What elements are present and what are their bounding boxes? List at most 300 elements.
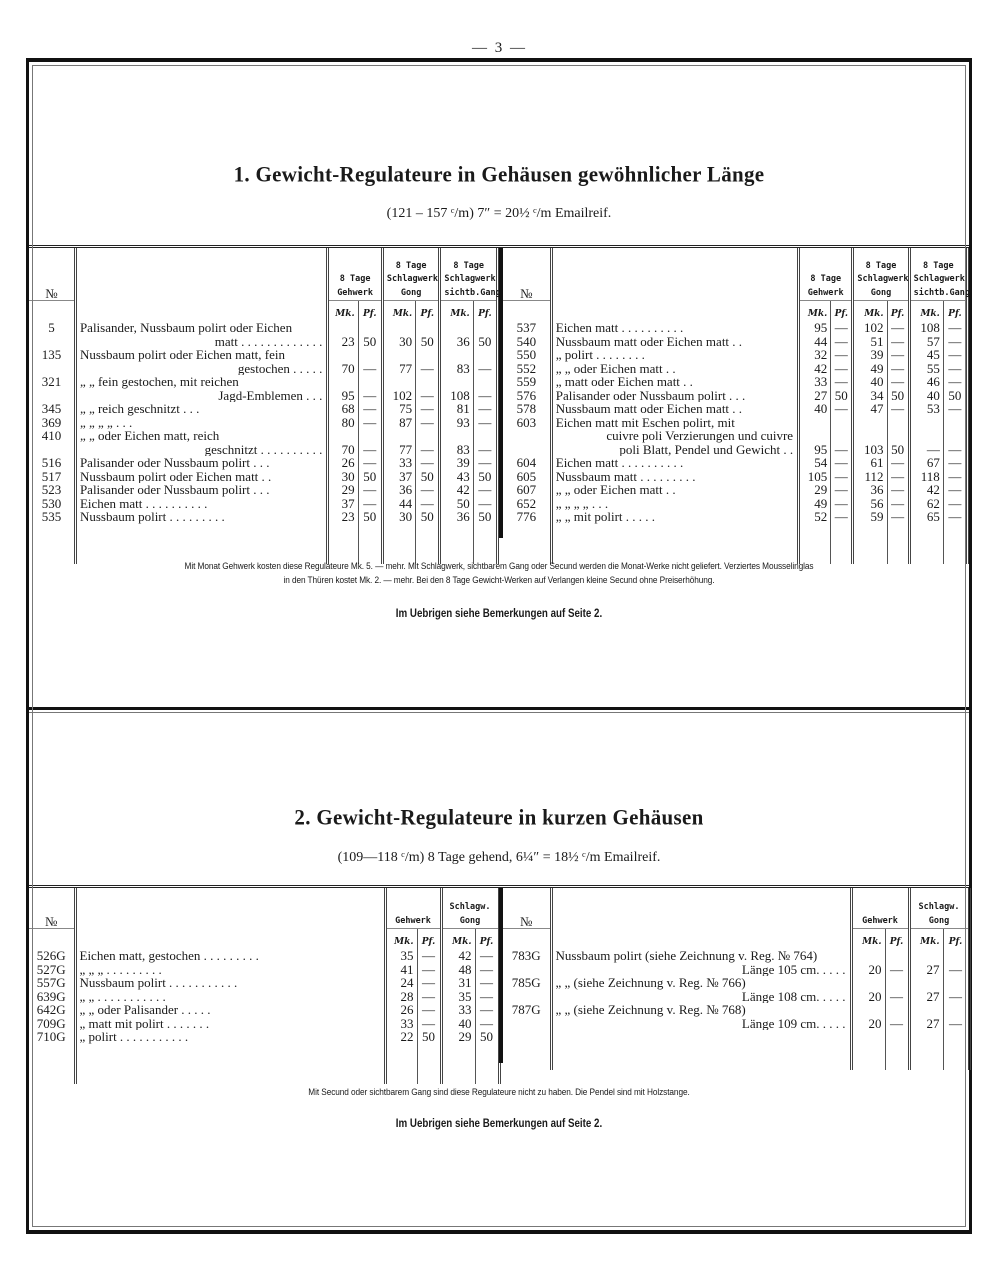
price-pfennig: — [473, 389, 497, 403]
price-pfennig: — [417, 990, 441, 1004]
price-marks: 43 [440, 470, 473, 484]
table-row [29, 976, 499, 990]
filler-cell [551, 1030, 851, 1070]
price-marks: 75 [382, 402, 415, 416]
price-marks: 51 [853, 335, 887, 349]
item-description: Eichen matt mit Eschen polirt, mit [551, 416, 798, 430]
price-pfennig: — [473, 402, 497, 416]
section-2 [29, 710, 969, 1230]
price-pfennig: — [887, 497, 909, 511]
table-row [503, 976, 969, 990]
price-pfennig: — [416, 456, 440, 470]
item-description: „ polirt . . . . . . . . [551, 348, 798, 362]
price-marks: 108 [440, 389, 473, 403]
price-cell-empty [909, 524, 943, 564]
price-marks: 108 [909, 321, 943, 335]
price-pfennig: — [943, 990, 969, 1004]
table-row [503, 990, 969, 1004]
price-cell-empty [943, 976, 969, 990]
sub-header-pf: Pf. [831, 301, 853, 322]
price-marks: 62 [909, 497, 943, 511]
price-marks: 42 [440, 483, 473, 497]
price-pfennig: — [831, 402, 853, 416]
price-marks: 95 [799, 321, 831, 335]
price-cell-empty [885, 949, 909, 963]
item-description: Nussbaum matt oder Eichen matt . . [551, 402, 798, 416]
price-cell-empty [328, 429, 358, 443]
price-pfennig: — [416, 483, 440, 497]
price-marks: 93 [440, 416, 473, 430]
price-pfennig: 50 [831, 389, 853, 403]
price-marks: 56 [853, 497, 887, 511]
note-line: in den Thüren kostet Mk. 2. — mehr. Bei den 8 Tage Gewicht-Werken auf Verlangen kleine Secund ohne Preiserhöhung. [283, 575, 715, 585]
price-table [29, 888, 501, 1084]
price-cell-empty [943, 524, 967, 564]
sub-header-mk: Mk. [909, 301, 943, 322]
price-pfennig: — [943, 348, 967, 362]
item-number-empty [29, 389, 75, 403]
col-header-schlagwerk-gong: 8 Tage Schlagwerk Gong [382, 248, 440, 301]
price-pfennig: — [358, 483, 382, 497]
item-number: 550 [503, 348, 551, 362]
price-pfennig: — [358, 456, 382, 470]
table-row [29, 510, 498, 524]
price-cell-empty [943, 1030, 969, 1070]
page-number: — 3 — [472, 40, 527, 56]
item-number: 652 [503, 497, 551, 511]
price-marks: 36 [440, 510, 473, 524]
table-row [29, 362, 498, 376]
item-description: Eichen matt, gestochen . . . . . . . . . [75, 949, 385, 963]
price-marks: 83 [440, 443, 473, 457]
price-marks: 30 [382, 335, 415, 349]
price-marks: 26 [328, 456, 358, 470]
price-pfennig: — [943, 963, 969, 977]
price-marks: 57 [909, 335, 943, 349]
price-marks: 118 [909, 470, 943, 484]
price-cell-empty [909, 949, 943, 963]
price-marks: 81 [440, 402, 473, 416]
table-row [503, 470, 968, 484]
price-marks: 33 [441, 1003, 475, 1017]
price-pfennig: — [943, 1017, 969, 1031]
price-marks: 37 [328, 497, 358, 511]
table-row [29, 949, 499, 963]
price-marks: 80 [328, 416, 358, 430]
item-description: Nussbaum polirt (siehe Zeichnung v. Reg. № 764) [551, 949, 851, 963]
item-description: Nussbaum matt . . . . . . . . . [551, 470, 798, 484]
price-marks: 65 [909, 510, 943, 524]
item-description: matt . . . . . . . . . . . . . [75, 335, 327, 349]
col-header-gehwerk: Gehwerk [851, 888, 909, 929]
item-number: 605 [503, 470, 551, 484]
item-number: 552 [503, 362, 551, 376]
price-marks: 36 [853, 483, 887, 497]
price-pfennig: — [943, 443, 967, 457]
price-marks: 83 [440, 362, 473, 376]
price-pfennig: — [416, 402, 440, 416]
price-pfennig: — [417, 963, 441, 977]
price-cell-empty [887, 429, 909, 443]
price-pfennig: — [416, 416, 440, 430]
sub-header-pf: Pf. [416, 301, 440, 322]
item-description: Nussbaum matt oder Eichen matt . . [551, 335, 798, 349]
section-2-note [67, 1085, 932, 1099]
price-pfennig: — [831, 510, 853, 524]
item-number: 345 [29, 402, 75, 416]
price-pfennig: — [417, 1017, 441, 1031]
price-marks: 40 [799, 402, 831, 416]
price-cell-empty [831, 429, 853, 443]
sub-header-pf: Pf. [417, 929, 441, 950]
price-pfennig: — [831, 321, 853, 335]
table-row [29, 470, 498, 484]
item-number: 776 [503, 510, 551, 524]
table-row [29, 389, 498, 403]
price-pfennig: — [473, 483, 497, 497]
table-row [29, 990, 499, 1004]
sub-header-mk: Mk. [441, 929, 475, 950]
item-description: „ „ oder Eichen matt, reich [75, 429, 327, 443]
table-filler-row [503, 524, 968, 564]
price-marks: 103 [853, 443, 887, 457]
table-row [503, 1003, 969, 1017]
item-description: „ „ (siehe Zeichnung v. Reg. № 766) [551, 976, 851, 990]
col-header-schlagwerk-gong: Schlagw. Gong [441, 888, 499, 929]
section-1-note [67, 559, 932, 587]
price-marks: 55 [909, 362, 943, 376]
price-pfennig: — [887, 321, 909, 335]
price-cell-empty [417, 1044, 441, 1084]
price-cell-empty [831, 416, 853, 430]
filler-cell [75, 524, 327, 564]
price-cell-empty [328, 321, 358, 335]
price-cell-empty [440, 524, 473, 564]
price-marks: 35 [441, 990, 475, 1004]
price-marks: 50 [440, 497, 473, 511]
filler-cell [29, 1044, 75, 1084]
price-pfennig: — [475, 1003, 499, 1017]
table-row [29, 963, 499, 977]
filler-cell [551, 524, 798, 564]
sub-header-pf: Pf. [943, 301, 967, 322]
price-pfennig: 50 [358, 510, 382, 524]
item-number: 537 [503, 321, 551, 335]
price-marks: 42 [909, 483, 943, 497]
table-row [29, 335, 498, 349]
item-number: 709G [29, 1017, 75, 1031]
price-marks: 87 [382, 416, 415, 430]
item-number: 576 [503, 389, 551, 403]
item-number: 783G [503, 949, 551, 963]
table-row [29, 429, 498, 443]
item-number-empty [503, 443, 551, 457]
sub-header-mk: Mk. [853, 301, 887, 322]
col-header-number: № [503, 888, 551, 929]
price-marks: 44 [382, 497, 415, 511]
price-pfennig: 50 [358, 335, 382, 349]
price-marks: 36 [382, 483, 415, 497]
item-number-empty [503, 963, 551, 977]
section-2-right-table [499, 888, 969, 1063]
item-number: 527G [29, 963, 75, 977]
price-cell-empty [473, 348, 497, 362]
price-pfennig: — [887, 470, 909, 484]
price-pfennig: — [885, 963, 909, 977]
price-cell-empty [887, 524, 909, 564]
price-pfennig: — [417, 976, 441, 990]
col-header-schlagwerk-sichtb-gang: 8 Tage Schlagwerk sichtb.Gang [909, 248, 967, 301]
price-marks: 31 [441, 976, 475, 990]
price-marks: 29 [441, 1030, 475, 1044]
price-pfennig: — [473, 497, 497, 511]
price-pfennig: — [416, 497, 440, 511]
price-marks: 48 [441, 963, 475, 977]
price-cell-empty [382, 375, 415, 389]
price-cell-empty [943, 416, 967, 430]
col-header-gehwerk: 8 Tage Gehwerk [799, 248, 853, 301]
price-pfennig: — [943, 362, 967, 376]
price-marks: 41 [385, 963, 417, 977]
price-marks: 47 [853, 402, 887, 416]
sub-header-pf: Pf. [887, 301, 909, 322]
price-marks: 59 [853, 510, 887, 524]
price-marks: 112 [853, 470, 887, 484]
table-filler-row [29, 1044, 499, 1084]
price-marks: 42 [441, 949, 475, 963]
price-pfennig: 50 [943, 389, 967, 403]
col-header-schlagwerk-gong: 8 Tage Schlagwerk Gong [853, 248, 909, 301]
item-description: Palisander, Nussbaum polirt oder Eichen [75, 321, 327, 335]
item-number: 535 [29, 510, 75, 524]
price-pfennig: — [831, 497, 853, 511]
price-pfennig: — [475, 990, 499, 1004]
section-1-left-table [29, 248, 499, 538]
price-cell-empty [358, 524, 382, 564]
table-row [503, 375, 968, 389]
sub-header-mk: Mk. [385, 929, 417, 950]
item-description: Palisander oder Nussbaum polirt . . . [75, 483, 327, 497]
item-description: Länge 109 cm. . . . . [551, 1017, 851, 1031]
price-cell-empty [909, 416, 943, 430]
price-pfennig: — [475, 963, 499, 977]
price-pfennig: 50 [887, 443, 909, 457]
price-marks: 29 [328, 483, 358, 497]
price-cell-empty [799, 524, 831, 564]
price-pfennig: — [358, 362, 382, 376]
item-number: 785G [503, 976, 551, 990]
price-marks: 32 [799, 348, 831, 362]
price-marks: 68 [328, 402, 358, 416]
table-row [503, 456, 968, 470]
item-description: „ „ fein gestochen, mit reichen [75, 375, 327, 389]
price-pfennig: — [831, 483, 853, 497]
item-description: poli Blatt, Pendel und Gewicht . . [551, 443, 798, 457]
item-number: 710G [29, 1030, 75, 1044]
price-cell-empty [885, 976, 909, 990]
table-row [503, 389, 968, 403]
price-cell-empty [799, 429, 831, 443]
price-marks: 49 [799, 497, 831, 511]
price-cell-empty [943, 1003, 969, 1017]
price-cell-empty [909, 1030, 943, 1070]
price-cell-empty [909, 429, 943, 443]
price-cell-empty [851, 976, 885, 990]
price-marks: 95 [799, 443, 831, 457]
price-marks: 26 [385, 1003, 417, 1017]
table-row [503, 348, 968, 362]
table-row [503, 362, 968, 376]
price-cell-empty [885, 1030, 909, 1070]
item-number: 526G [29, 949, 75, 963]
price-cell-empty [885, 1003, 909, 1017]
price-pfennig: — [358, 443, 382, 457]
price-cell-empty [473, 524, 497, 564]
sub-header-pf: Pf. [885, 929, 909, 950]
item-description: geschnitzt . . . . . . . . . . [75, 443, 327, 457]
price-marks: 36 [440, 335, 473, 349]
section-1-price-table [29, 245, 969, 538]
price-pfennig: 50 [358, 470, 382, 484]
price-cell-empty [887, 416, 909, 430]
price-cell-empty [440, 375, 473, 389]
price-marks: 70 [328, 443, 358, 457]
price-cell-empty [441, 1044, 475, 1084]
item-description: „ „ „ . . . . . . . . . [75, 963, 385, 977]
item-description: Nussbaum polirt . . . . . . . . . [75, 510, 327, 524]
table-row [503, 1017, 969, 1031]
price-pfennig: — [943, 335, 967, 349]
table-row [29, 1003, 499, 1017]
price-marks: 20 [851, 990, 885, 1004]
col-header-description [551, 888, 851, 949]
item-description: „ „ (siehe Zeichnung v. Reg. № 768) [551, 1003, 851, 1017]
price-cell-empty [416, 321, 440, 335]
price-marks: 37 [382, 470, 415, 484]
item-number-empty [503, 1017, 551, 1031]
table-row [29, 348, 498, 362]
price-marks: 40 [909, 389, 943, 403]
price-marks: 20 [851, 963, 885, 977]
table-row [29, 1030, 499, 1044]
price-marks: 52 [799, 510, 831, 524]
price-pfennig: — [943, 483, 967, 497]
price-pfennig: — [416, 389, 440, 403]
price-marks: 30 [328, 470, 358, 484]
price-pfennig: 50 [473, 470, 497, 484]
sub-header-mk: Mk. [851, 929, 885, 950]
price-cell-empty [943, 949, 969, 963]
price-marks: 40 [441, 1017, 475, 1031]
price-cell-empty [358, 348, 382, 362]
filler-cell [503, 1030, 551, 1070]
price-marks: 42 [799, 362, 831, 376]
price-table [503, 888, 971, 1070]
price-pfennig: — [831, 470, 853, 484]
price-marks: 27 [909, 990, 943, 1004]
price-marks: 54 [799, 456, 831, 470]
price-pfennig: — [475, 949, 499, 963]
col-header-gehwerk: Gehwerk [385, 888, 441, 929]
table-row [503, 443, 968, 457]
table-filler-row [503, 1030, 969, 1070]
price-marks: 33 [382, 456, 415, 470]
price-pfennig: — [475, 976, 499, 990]
price-cell-empty [475, 1044, 499, 1084]
price-cell-empty [473, 375, 497, 389]
price-cell-empty [382, 524, 415, 564]
price-marks: 39 [853, 348, 887, 362]
table-row [503, 483, 968, 497]
item-number-empty [29, 335, 75, 349]
price-pfennig: — [416, 362, 440, 376]
item-number: 604 [503, 456, 551, 470]
price-marks: 23 [328, 335, 358, 349]
table-row [29, 375, 498, 389]
col-header-number: № [29, 248, 75, 301]
item-number: 523 [29, 483, 75, 497]
price-pfennig: — [943, 497, 967, 511]
price-pfennig: — [887, 510, 909, 524]
price-marks: 77 [382, 362, 415, 376]
sub-header-mk: Mk. [799, 301, 831, 322]
price-cell-empty [909, 1003, 943, 1017]
price-pfennig: — [417, 1003, 441, 1017]
table-row [29, 456, 498, 470]
price-pfennig: — [831, 348, 853, 362]
price-cell-empty [943, 429, 967, 443]
table-row [29, 497, 498, 511]
item-number: 603 [503, 416, 551, 430]
item-description: cuivre poli Verzierungen und cuivre [551, 429, 798, 443]
price-pfennig: 50 [416, 510, 440, 524]
item-number: 639G [29, 990, 75, 1004]
price-cell-empty [853, 524, 887, 564]
price-pfennig: — [887, 362, 909, 376]
section-1-subtitle: (121 – 157 ᶜ/m) 7″ = 20½ ᶜ/m Emailreif. [386, 206, 612, 221]
price-marks: 105 [799, 470, 831, 484]
price-pfennig: — [473, 443, 497, 457]
section-1-right-table [499, 248, 969, 538]
price-cell-empty [382, 348, 415, 362]
price-marks: 27 [909, 963, 943, 977]
price-marks: 77 [382, 443, 415, 457]
item-number: 5 [29, 321, 75, 335]
item-description: Nussbaum polirt oder Eichen matt . . [75, 470, 327, 484]
table-row [503, 497, 968, 511]
col-header-description [551, 248, 798, 321]
item-number: 517 [29, 470, 75, 484]
item-description: „ „ oder Eichen matt . . [551, 362, 798, 376]
price-cell-empty [440, 348, 473, 362]
price-cell-empty [853, 416, 887, 430]
item-number: 516 [29, 456, 75, 470]
price-pfennig: — [831, 335, 853, 349]
table-row [29, 402, 498, 416]
price-table [29, 248, 499, 564]
col-header-gehwerk: 8 Tage Gehwerk [328, 248, 383, 301]
price-pfennig: — [831, 375, 853, 389]
price-cell-empty [416, 429, 440, 443]
item-number: 607 [503, 483, 551, 497]
section-1-remark: Im Uebrigen siehe Bemerkungen auf Seite 2. [395, 608, 603, 620]
price-pfennig: — [416, 443, 440, 457]
sub-header-pf: Pf. [475, 929, 499, 950]
price-cell-empty [851, 1030, 885, 1070]
price-marks: 102 [382, 389, 415, 403]
price-pfennig: — [358, 497, 382, 511]
price-cell-empty [358, 321, 382, 335]
